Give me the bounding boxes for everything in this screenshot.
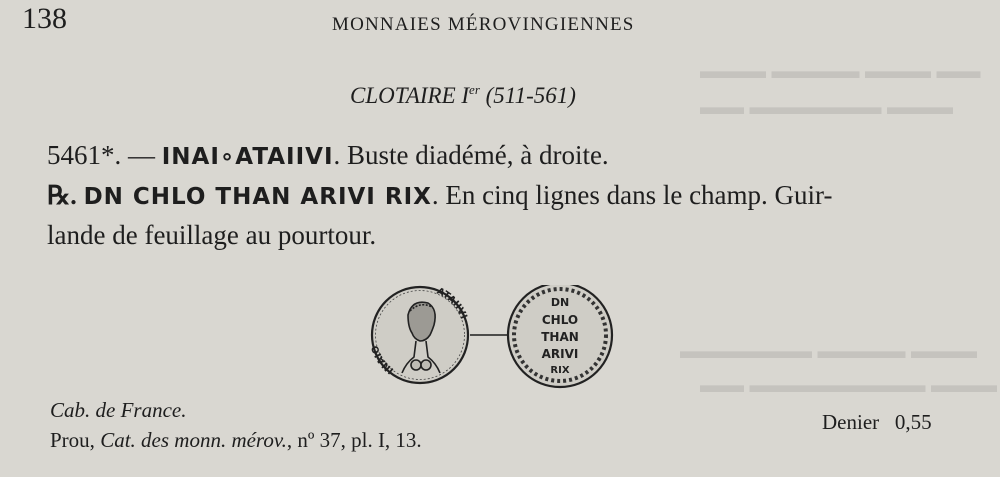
reverse-line-5: RIX [550,365,570,376]
entry-line-obverse [47,140,609,171]
coin-obverse [370,286,469,383]
reverse-line-4: ARIVI [541,347,579,361]
collection-note: Cab. de France. [50,398,187,422]
bleed-through-text: ▬▬▬▬▬▬ ▬▬▬▬ ▬▬▬ [680,338,977,363]
reverse-legend: DN CHLO THAN ARIVI RIX [83,184,432,210]
reverse-line-1: DN [550,296,570,309]
entry-line-continuation: lande de feuillage au pourtour. [47,220,377,250]
denomination: Denier [822,410,880,434]
coin-illustration [370,285,620,395]
bleed-through-text: ▬▬ ▬▬▬▬▬▬▬▬ ▬▬▬ [700,372,997,397]
reverse-line-3: THAN [541,330,579,344]
section-dates: (511-561) [485,83,576,108]
coin-specs [822,410,932,435]
reverse-line-2: CHLO [541,313,579,327]
entry-number: 5461*. — [47,140,162,170]
reference-title: Cat. des monn. mérov. [100,428,287,452]
weight: 0,55 [894,410,932,434]
page-number: 138 [22,2,67,35]
obverse-legend: INAI∘ATAIIVI [161,144,334,170]
reference-detail: , nº 37, pl. I, 13. [286,428,422,452]
reverse-description: . En cinq lignes dans le champ. Guir- [431,180,833,210]
bleed-through-text: ▬▬ ▬▬▬▬▬▬ ▬▬▬ [700,94,953,119]
obverse-left-legend: INAIO [370,343,396,376]
running-head: MONNAIES MÉROVINGIENNES [332,14,635,35]
coin-reverse [508,285,612,387]
obverse-right-legend: ATAIIVI [434,285,470,321]
obverse-description: . Buste diadémé, à droite. [333,140,609,170]
section-title-superscript: er [469,82,480,97]
reference-note [50,428,422,453]
section-title-name: CLOTAIRE I [350,83,470,108]
reverse-mark: ℞. [47,181,77,210]
bleed-through-text: ▬▬▬ ▬▬▬▬ ▬▬▬ ▬▬ [700,58,981,83]
reference-author: Prou, [50,428,101,452]
section-title [350,82,576,109]
entry-line-reverse [47,180,833,211]
